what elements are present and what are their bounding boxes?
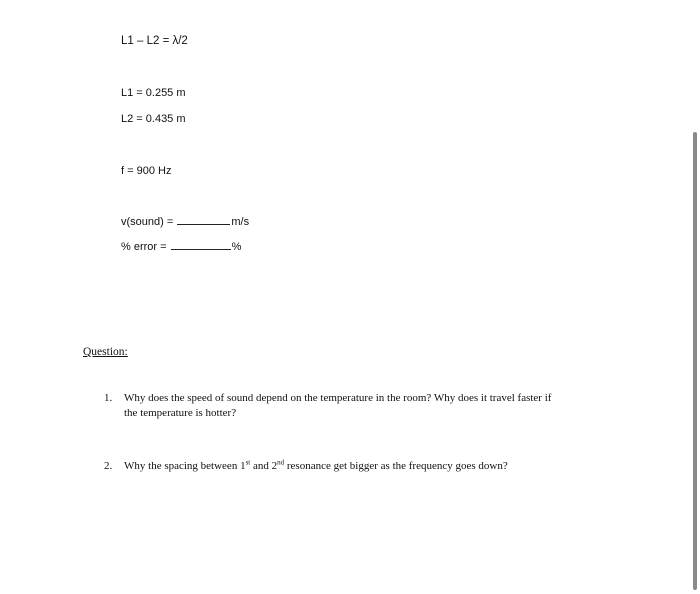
error-line: [121, 241, 241, 253]
question-2-text-b: and 2: [250, 460, 278, 472]
question-heading: Question:: [83, 346, 128, 358]
vertical-scrollbar[interactable]: [693, 132, 697, 590]
question-1-line-2: the temperature is hotter?: [124, 407, 237, 419]
length-1-value: L1 = 0.255 m: [121, 87, 186, 99]
question-1-line-1: Why does the speed of sound depend on the temperature in the room? Why does it travel faster if: [124, 392, 552, 404]
question-1-text: [124, 391, 551, 421]
length-2-value: L2 = 0.435 m: [121, 113, 186, 125]
velocity-blank: [177, 216, 230, 225]
question-2-number: 2.: [104, 460, 113, 472]
question-item-2: [104, 459, 644, 475]
question-2-text: [124, 459, 508, 474]
velocity-label: v(sound) =: [121, 216, 177, 228]
question-2-sup-nd: nd: [277, 458, 285, 467]
formula-line: L1 – L2 = λ/2: [121, 35, 188, 47]
velocity-line: [121, 216, 249, 228]
question-2-text-c: resonance get bigger as the frequency goes down?: [284, 460, 508, 472]
error-label: % error =: [121, 241, 170, 253]
error-blank: [171, 241, 231, 250]
frequency-value: f = 900 Hz: [121, 165, 172, 177]
error-unit: %: [231, 241, 242, 253]
question-item-1: [104, 391, 644, 423]
velocity-unit: m/s: [231, 216, 250, 228]
question-2-text-a: Why the spacing between 1: [124, 460, 246, 472]
question-2-sup-st: st: [245, 458, 251, 467]
question-1-number: 1.: [104, 392, 113, 404]
